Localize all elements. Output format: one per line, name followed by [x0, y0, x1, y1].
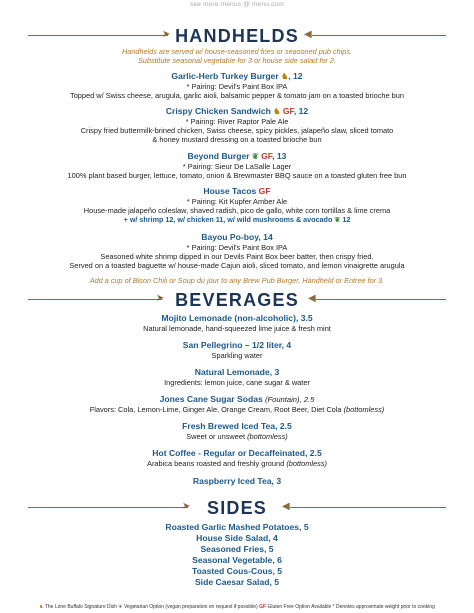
legend-signature: The Lone Buffalo Signature Dish: [44, 604, 118, 610]
handhelds-note-2: Substitute seasonal vegetable for 3 or house side salad for 2.: [138, 56, 336, 65]
beverage-item: [0, 476, 474, 487]
beverage-item: [0, 367, 474, 387]
item-pairing: * Pairing: Devil's Paint Box IPA: [186, 243, 288, 252]
gf-badge: GF: [261, 151, 273, 161]
item-description-2: Served on a toasted baguette w/ house-made Cajun aioli, sliced tomato, and lemon vinaigrette arugula: [69, 261, 405, 270]
beverage-item: [0, 313, 474, 333]
leaf-icon: ❦: [334, 215, 341, 224]
item-description: House-made jalapeño coleslaw, shaved radish, pico de gallo, white corn tortillas & lime crema: [83, 206, 391, 215]
beverage-item: [0, 421, 474, 441]
item-pairing: * Pairing: Kit Kupfer Amber Ale: [186, 197, 288, 206]
arrow-left-icon: ◀: [308, 293, 316, 304]
arrow-left-icon: ◀: [304, 29, 312, 40]
item-name: Bayou Po-boy: [201, 232, 259, 242]
arrow-left-icon: ◀: [282, 501, 290, 512]
bottomless-tag: (bottomless): [247, 432, 288, 441]
item-pairing: * Pairing: Sieur De LaSalle Lager: [182, 162, 292, 171]
item-name: Fresh Brewed Iced Tea, 2.5: [182, 421, 292, 431]
item-name: Hot Coffee - Regular or Decaffeinated, 2.5: [152, 448, 322, 458]
side-item: Roasted Garlic Mashed Potatoes, 5: [165, 522, 309, 532]
addons-price: 12: [342, 215, 351, 224]
item-name: Natural Lemonade, 3: [194, 367, 280, 377]
section-title-sides: SIDES: [206, 498, 268, 518]
menu-item: [0, 71, 474, 100]
legend-gf-text: Gluten Free Option Available: [267, 604, 332, 610]
beverage-item: [0, 340, 474, 360]
gf-badge: GF: [282, 106, 294, 116]
leaf-icon: ❦: [118, 604, 123, 610]
arrow-right-icon: ➤: [162, 29, 171, 40]
item-description-2: & honey mustard dressing on a toasted brioche bun: [152, 135, 322, 144]
menu-item: [0, 232, 474, 270]
item-price: , 12: [288, 71, 303, 81]
side-item: House Side Salad, 4: [196, 533, 278, 543]
gf-badge: GF: [258, 186, 271, 196]
menu-item: [0, 186, 474, 224]
sides-header: [0, 497, 474, 519]
side-item: Seasoned Fries, 5: [200, 544, 274, 554]
menu-item: [0, 151, 474, 180]
item-name: House Tacos: [203, 186, 257, 196]
handhelds-footer-note: Add a cup of Bison Chili or Soup du jour to any Brew Pub Burger, Handheld or Entree for 3.: [89, 276, 385, 285]
handhelds-header: [0, 25, 474, 47]
legend-gf-badge: GF: [259, 604, 267, 610]
item-description: Ingredients: lemon juice, cane sugar & water: [164, 378, 310, 387]
item-name: Jones Cane Sugar Sodas: [159, 394, 263, 404]
side-item: Seasonal Vegetable, 6: [192, 555, 282, 565]
item-addons: + w/ shrimp 12, w/ chicken 11, w/ wild mushrooms & avocado: [123, 215, 333, 224]
item-description: Topped w/ Swiss cheese, arugula, garlic aioli, balsamic pepper & tomato jam on a toasted brioche bun: [70, 91, 404, 100]
item-name-suffix: (Fountain), 2.5: [262, 395, 315, 404]
legend-vegetarian: Vegetarian Option (vegan preparation on request if possible): [124, 604, 258, 610]
item-pairing: * Pairing: Devil's Paint Box IPA: [186, 82, 288, 91]
item-description: Crispy fried buttermilk-brined chicken, Swiss cheese, spicy pickles, jalapeño slaw, sliced tomato: [80, 126, 394, 135]
arrow-right-icon: ➤: [182, 501, 191, 512]
buffalo-icon: ♞: [39, 604, 44, 610]
item-description: Natural lemonade, hand-squeezed lime juice & fresh mint: [143, 324, 331, 333]
divider-right: [312, 35, 446, 36]
legend-weight: * Denotes approximate weight prior to cooking: [332, 604, 435, 610]
item-name: Garlic-Herb Turkey Burger: [171, 71, 279, 81]
side-item: Toasted Cous-Cous, 5: [191, 566, 283, 576]
bottomless-tag: (bottomless): [286, 459, 327, 468]
item-name: Raspberry Iced Tea, 3: [192, 476, 282, 486]
divider-right: [316, 299, 446, 300]
item-name: San Pellegrino – 1/2 liter, 4: [182, 340, 292, 350]
item-name: Crispy Chicken Sandwich: [165, 106, 271, 116]
buffalo-icon: ♞: [273, 107, 281, 116]
watermark: see more menus @ menu.com: [190, 1, 284, 8]
item-price: , 14: [258, 232, 273, 242]
item-price: , 13: [272, 151, 287, 161]
arrow-right-icon: ➤: [156, 293, 165, 304]
item-description: Arabica beans roasted and freshly ground: [147, 459, 285, 468]
beverages-header: [0, 289, 474, 311]
section-title-beverages: BEVERAGES: [175, 290, 299, 310]
buffalo-icon: ♞: [281, 72, 289, 81]
bottomless-tag: (bottomless): [343, 405, 385, 414]
legend: [0, 603, 474, 611]
item-description: Flavors: Cola, Lemon-Lime, Ginger Ale, Orange Cream, Root Beer, Diet Cola: [89, 405, 342, 414]
item-description: Sparkling water: [211, 351, 263, 360]
beverage-item: [0, 394, 474, 414]
menu-item: [0, 106, 474, 144]
side-item: Side Caesar Salad, 5: [194, 577, 280, 587]
leaf-icon: ❦: [252, 152, 259, 161]
item-description: 100% plant based burger, lettuce, tomato, onion & Brewmaster BBQ sauce on a toasted gluten free bun: [67, 171, 407, 180]
item-name: Beyond Burger: [187, 151, 250, 161]
item-description: Sweet or unsweet: [186, 432, 245, 441]
beverage-item: [0, 448, 474, 468]
divider-right: [290, 507, 446, 508]
item-pairing: * Pairing: River Raptor Pale Ale: [185, 117, 289, 126]
item-price: , 12: [293, 106, 309, 116]
item-description: Seasoned white shrimp dipped in our Devils Paint Box beer batter, then crispy fried.: [100, 252, 374, 261]
section-title-handhelds: HANDHELDS: [175, 26, 299, 46]
item-name: Mojito Lemonade (non-alcoholic), 3.5: [161, 313, 313, 323]
handhelds-note-1: Handhelds are served w/ house-seasoned fries or seasoned pub chips.: [122, 47, 352, 56]
